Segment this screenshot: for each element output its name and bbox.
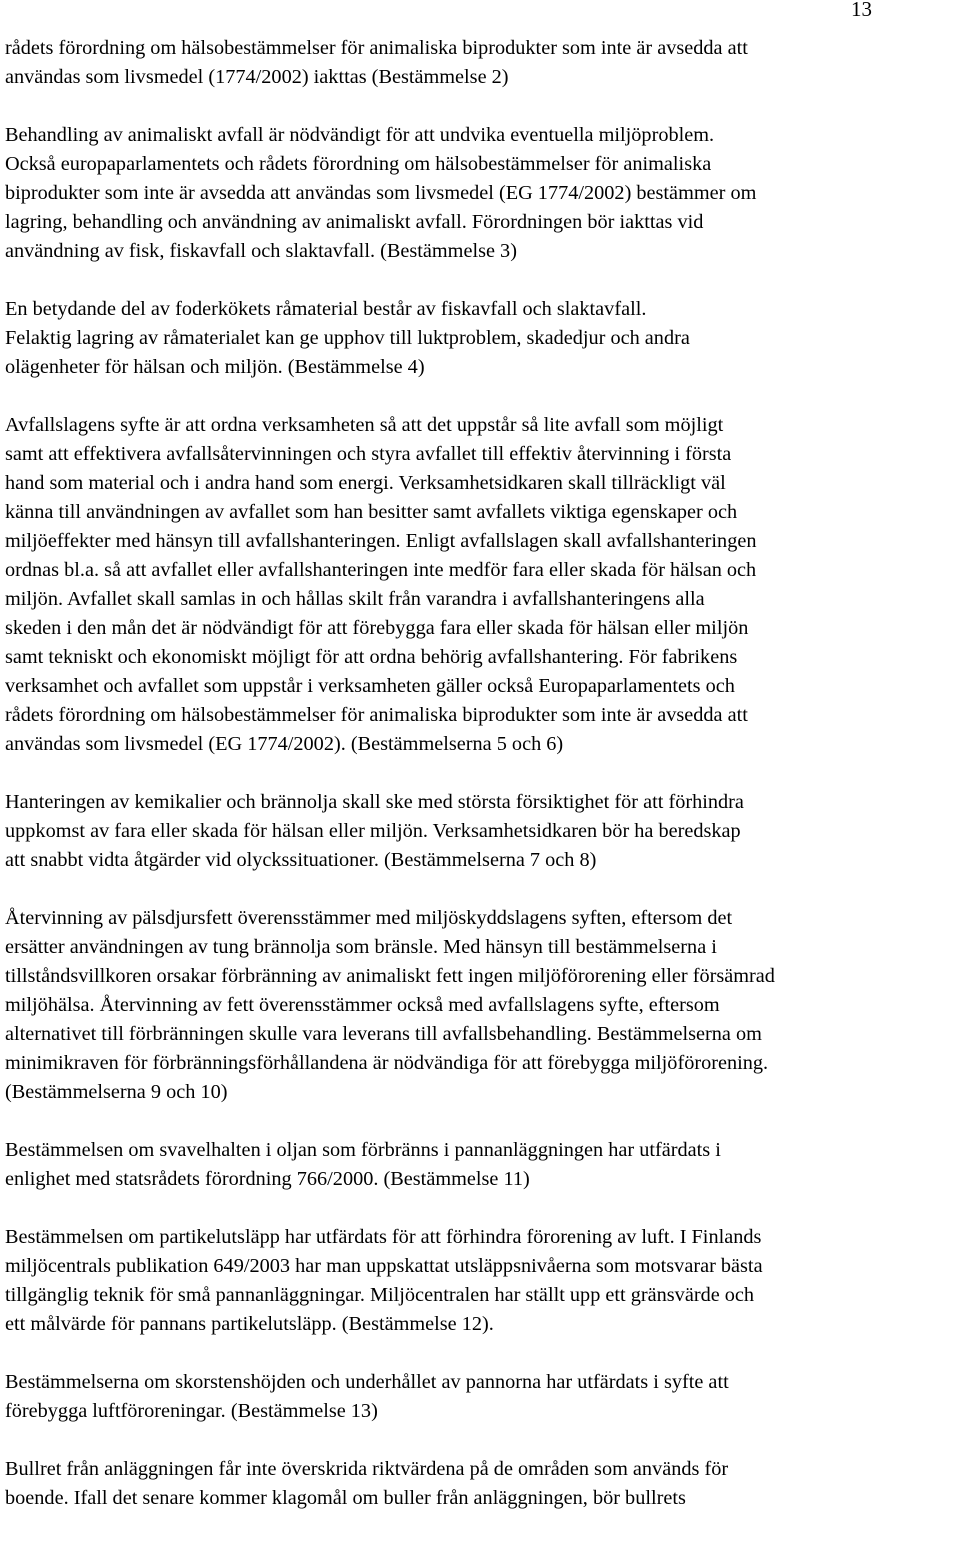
document-body: [5, 34, 960, 1542]
text-line: Behandling av animaliskt avfall är nödvändigt för att undvika eventuella miljöproblem.: [5, 124, 715, 146]
text-line: uppkomst av fara eller skada för hälsan eller miljön. Verksamhetsidkaren bör ha beredskap: [5, 820, 741, 842]
text-line: olägenheter för hälsan och miljön. (Bestämmelse 4): [5, 356, 425, 378]
text-line: Bestämmelsen om partikelutsläpp har utfärdats för att förhindra förorening av luft. I Finlands: [5, 1226, 762, 1248]
paragraph: [5, 34, 960, 92]
text-line: boende. Ifall det senare kommer klagomål om buller från anläggningen, bör bullrets: [5, 1487, 686, 1509]
text-line: rådets förordning om hälsobestämmelser för animaliska biprodukter som inte är avsedda att: [5, 704, 748, 726]
paragraph: [5, 1223, 960, 1339]
paragraph: [5, 411, 960, 759]
text-line: Återvinning av pälsdjursfett överensstämmer med miljöskyddslagens syften, eftersom det: [5, 907, 733, 929]
text-line: känna till användningen av avfallet som han besitter samt avfallets viktiga egenskaper och: [5, 501, 738, 523]
paragraph: [5, 295, 960, 382]
text-line: Hanteringen av kemikalier och brännolja skall ske med största försiktighet för att förhindra: [5, 791, 744, 813]
paragraph: [5, 1136, 960, 1194]
paragraph: [5, 1455, 960, 1513]
text-line: samt tekniskt och ekonomiskt möjligt för att ordna behörig avfallshantering. För fabrikens: [5, 646, 738, 668]
paragraph: [5, 788, 960, 875]
text-line: användas som livsmedel (1774/2002) iakttas (Bestämmelse 2): [5, 66, 509, 88]
text-line: Bullret från anläggningen får inte överskrida riktvärdena på de områden som används för: [5, 1458, 729, 1480]
text-line: Felaktig lagring av råmaterialet kan ge upphov till luktproblem, skadedjur och andra: [5, 327, 690, 349]
text-line: ordnas bl.a. så att avfallet eller avfallshanteringen inte medför fara eller skada för hälsan och: [5, 559, 757, 581]
text-line: ett målvärde för pannans partikelutsläpp. (Bestämmelse 12).: [5, 1313, 494, 1335]
page-number: 13: [851, 0, 872, 21]
paragraph: [5, 904, 960, 1107]
text-line: rådets förordning om hälsobestämmelser för animaliska biprodukter som inte är avsedda att: [5, 37, 748, 59]
text-line: minimikraven för förbränningsförhållandena är nödvändiga för att förebygga miljöförorening.: [5, 1052, 769, 1074]
text-line: samt att effektivera avfallsåtervinningen och styra avfallet till effektiv återvinning i första: [5, 443, 732, 465]
text-line: tillgänglig teknik för små pannanläggningar. Miljöcentralen har ställt upp ett gränsvärde och: [5, 1284, 755, 1306]
paragraph: [5, 1368, 960, 1426]
text-line: Bestämmelserna om skorstenshöjden och underhållet av pannorna har utfärdats i syfte att: [5, 1371, 729, 1393]
text-line: ersätter användningen av tung brännolja som bränsle. Med hänsyn till bestämmelserna i: [5, 936, 717, 958]
paragraph: [5, 121, 960, 266]
text-line: (Bestämmelserna 9 och 10): [5, 1081, 228, 1103]
text-line: lagring, behandling och användning av animaliskt avfall. Förordningen bör iakttas vid: [5, 211, 704, 233]
text-line: miljöcentrals publikation 649/2003 har man uppskattat utsläppsnivåerna som motsvarar bästa: [5, 1255, 763, 1277]
text-line: tillståndsvillkoren orsakar förbränning av animaliskt fett ingen miljöförorening eller försämrad: [5, 965, 775, 987]
text-line: En betydande del av foderkökets råmaterial består av fiskavfall och slaktavfall.: [5, 298, 647, 320]
text-line: användning av fisk, fiskavfall och slaktavfall. (Bestämmelse 3): [5, 240, 517, 262]
text-line: att snabbt vidta åtgärder vid olyckssituationer. (Bestämmelserna 7 och 8): [5, 849, 597, 871]
text-line: förebygga luftföroreningar. (Bestämmelse 13): [5, 1400, 378, 1422]
text-line: alternativet till förbränningen skulle vara leverans till avfallsbehandling. Bestämmelserna om: [5, 1023, 762, 1045]
text-line: Också europaparlamentets och rådets förordning om hälsobestämmelser för animaliska: [5, 153, 712, 175]
text-line: biprodukter som inte är avsedda att användas som livsmedel (EG 1774/2002) bestämmer om: [5, 182, 757, 204]
text-line: miljöeffekter med hänsyn till avfallshanteringen. Enligt avfallslagen skall avfallshanteringen: [5, 530, 757, 552]
text-line: Bestämmelsen om svavelhalten i oljan som förbränns i pannanläggningen har utfärdats i: [5, 1139, 721, 1161]
text-line: hand som material och i andra hand som energi. Verksamhetsidkaren skall tillräckligt väl: [5, 472, 726, 494]
text-line: miljön. Avfallet skall samlas in och hållas skilt från varandra i avfallshanteringens alla: [5, 588, 705, 610]
text-line: miljöhälsa. Återvinning av fett överensstämmer också med avfallslagens syfte, eftersom: [5, 994, 720, 1016]
text-line: enlighet med statsrådets förordning 766/2000. (Bestämmelse 11): [5, 1168, 530, 1190]
text-line: Avfallslagens syfte är att ordna verksamheten så att det uppstår så lite avfall som möjligt: [5, 414, 724, 436]
text-line: användas som livsmedel (EG 1774/2002). (Bestämmelserna 5 och 6): [5, 733, 564, 755]
text-line: verksamhet och avfallet som uppstår i verksamheten gäller också Europaparlamentets och: [5, 675, 735, 697]
text-line: skeden i den mån det är nödvändigt för att förebygga fara eller skada för hälsan eller miljön: [5, 617, 749, 639]
